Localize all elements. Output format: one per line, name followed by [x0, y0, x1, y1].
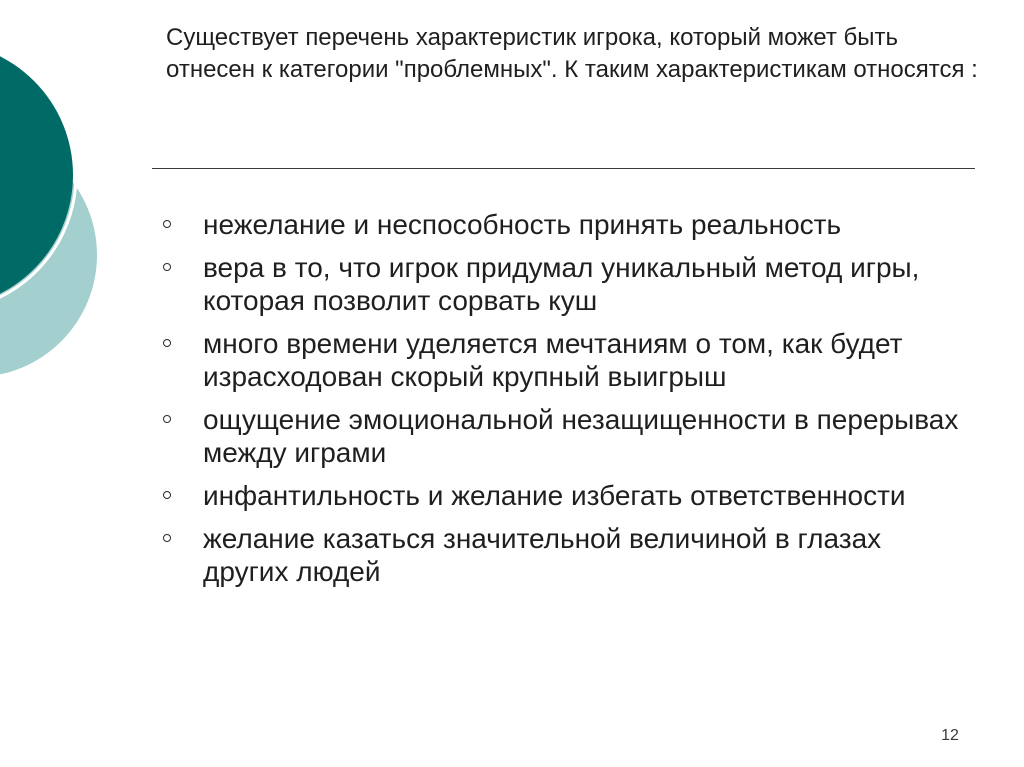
hollow-circle-bullet-icon: [163, 491, 171, 499]
hollow-circle-bullet-icon: [163, 534, 171, 542]
bullet-item: [163, 208, 963, 241]
bullet-item: [163, 522, 963, 588]
page-number: 12: [941, 727, 959, 744]
bullet-text: нежелание и неспособность принять реальность: [203, 209, 842, 240]
bullet-text: много времени уделяется мечтаниям о том, как будет израсходован скорый крупный выигрыш: [203, 328, 903, 392]
hollow-circle-bullet-icon: [163, 220, 171, 228]
hollow-circle-bullet-icon: [163, 263, 171, 271]
bullet-item: [163, 327, 963, 393]
decorative-circles: [0, 0, 110, 400]
bullet-text: инфантильность и желание избегать ответственности: [203, 480, 906, 511]
hollow-circle-bullet-icon: [163, 415, 171, 423]
bullet-text: ощущение эмоциональной незащищенности в перерывах между играми: [203, 404, 959, 468]
bullet-text: вера в то, что игрок придумал уникальный метод игры, которая позволит сорвать куш: [203, 252, 920, 316]
title-divider: [152, 168, 975, 169]
bullet-list: [163, 208, 963, 598]
bullet-item: [163, 403, 963, 469]
bullet-text: желание казаться значительной величиной в глазах других людей: [203, 523, 882, 587]
bullet-item: [163, 251, 963, 317]
bullet-item: [163, 479, 963, 512]
hollow-circle-bullet-icon: [163, 339, 171, 347]
slide-title: Существует перечень характеристик игрока, который может быть отнесен к категории "проблемных". К таким характеристикам относятся :: [166, 24, 978, 83]
